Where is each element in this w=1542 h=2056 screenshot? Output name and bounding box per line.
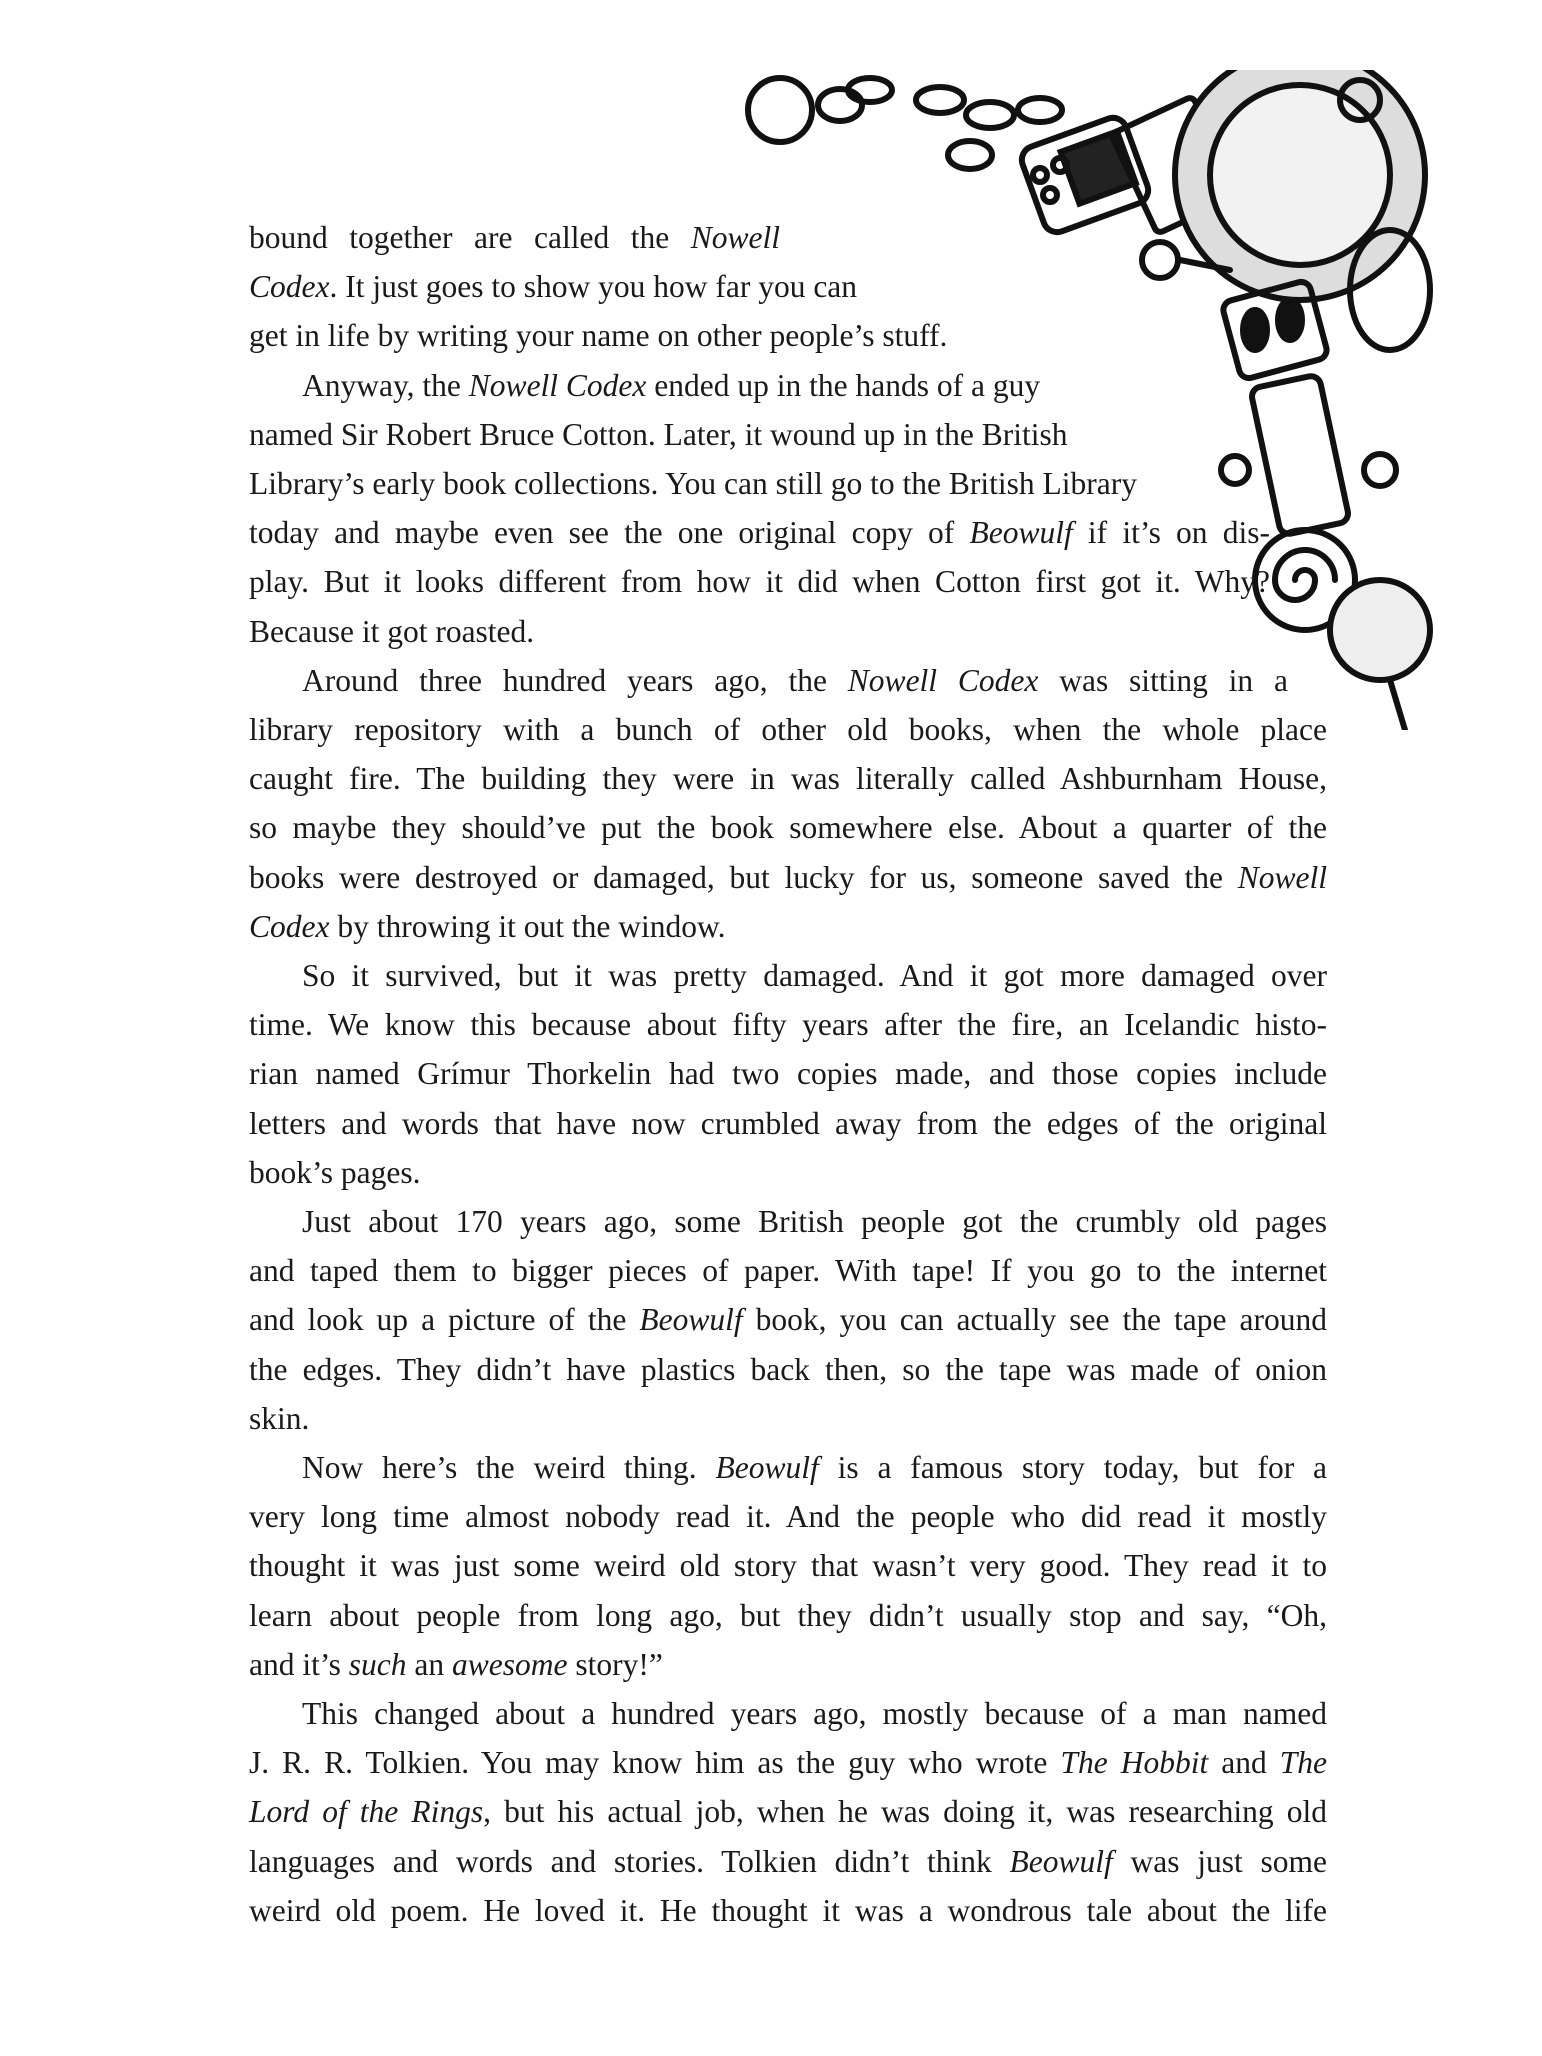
text-segment: . It just goes to show you how far you can [329, 269, 858, 305]
text-line [249, 1295, 1327, 1344]
text-segment: today and maybe even see the one original copy of [249, 515, 970, 551]
text-segment: learn about people from long ago, but they didn’t usually stop and say, “Oh, [249, 1597, 1327, 1633]
text-segment: and look up a picture of the [249, 1302, 640, 1338]
italic-text: awesome [451, 1646, 568, 1682]
text-segment: if it’s on dis- [1072, 515, 1270, 551]
text-line [249, 1049, 1327, 1098]
text-line [302, 1689, 1327, 1738]
text-segment: and [1208, 1745, 1280, 1781]
italic-text: Codex [249, 908, 330, 944]
text-segment: is a famous story today, but for a [818, 1450, 1328, 1485]
text-line [249, 1541, 1327, 1590]
text-segment: an [406, 1646, 452, 1682]
text-line [249, 262, 857, 311]
text-segment: named Sir Robert Bruce Cotton. Later, it wound up in the British [249, 416, 1068, 452]
text-line [249, 1787, 1327, 1836]
text-segment: ended up in the hands of a guy [646, 367, 1041, 403]
text-segment: languages and words and stories. Tolkien didn’t think [249, 1843, 1010, 1879]
italic-text: Lord of the Rings [249, 1794, 484, 1830]
text-line [249, 1394, 309, 1443]
italic-text: Beowulf [969, 515, 1073, 551]
text-line [249, 1246, 1327, 1295]
text-line [249, 1640, 663, 1689]
text-segment: thought it was just some weird old story that wasn’t very good. They read it to [249, 1548, 1327, 1584]
text-segment: Around three hundred years ago, the [302, 662, 848, 698]
text-line [302, 1443, 1327, 1492]
text-line [249, 1837, 1327, 1886]
text-segment: J. R. R. Tolkien. You may know him as the guy who wrote [249, 1745, 1061, 1781]
text-line [249, 508, 1270, 557]
text-segment: bound together are called the [249, 220, 691, 255]
text-line [302, 361, 1040, 410]
text-line [249, 705, 1327, 754]
text-line [249, 410, 1068, 459]
text-segment: Just about 170 years ago, some British people got the crumbly old pages [302, 1204, 1327, 1239]
italic-text: Nowell [1237, 859, 1327, 895]
text-line [249, 311, 947, 360]
text-segment: story!” [567, 1646, 663, 1682]
text-line [249, 1099, 1327, 1148]
text-line [249, 1000, 1327, 1049]
text-segment: skin. [249, 1400, 310, 1436]
text-line [249, 557, 1270, 606]
text-line [249, 902, 726, 951]
text-segment: so maybe they should’ve put the book somewhere else. About a quarter of the [249, 810, 1327, 846]
text-segment: Because it got roasted. [249, 613, 535, 649]
text-line [249, 1492, 1327, 1541]
text-segment: book’s pages. [249, 1154, 421, 1190]
text-segment: Anyway, the [302, 367, 469, 403]
italic-text: Nowell Codex [468, 367, 647, 403]
italic-text: The Hobbit [1060, 1745, 1209, 1781]
text-segment: Now here’s the weird thing. [302, 1450, 716, 1485]
text-line [249, 459, 1137, 508]
text-segment: books were destroyed or damaged, but lucky for us, someone saved the [249, 859, 1238, 895]
text-line [249, 607, 534, 656]
text-line [249, 213, 780, 262]
text-segment: Library’s early book collections. You can still go to the British Library [249, 466, 1137, 501]
italic-text: Codex [249, 269, 330, 305]
text-line [249, 803, 1327, 852]
italic-text: Nowell [690, 220, 780, 255]
text-segment: caught fire. The building they were in was literally called Ashburnham House, [249, 761, 1327, 797]
text-segment: was just some [1112, 1843, 1327, 1879]
text-segment: weird old poem. He loved it. He thought it was a wondrous tale about the life [249, 1892, 1327, 1928]
text-line [302, 951, 1327, 1000]
text-segment: by throwing it out the window. [329, 908, 726, 944]
text-segment: was sitting in a [1038, 662, 1288, 698]
text-line [249, 853, 1327, 902]
text-segment: the edges. They didn’t have plastics back then, so the tape was made of onion [249, 1351, 1327, 1387]
text-segment: This changed about a hundred years ago, mostly because of a man named [302, 1696, 1327, 1731]
text-segment: and taped them to bigger pieces of paper. With tape! If you go to the internet [249, 1253, 1327, 1289]
text-segment: letters and words that have now crumbled away from the edges of the original [249, 1105, 1327, 1141]
text-line [249, 1345, 1327, 1394]
text-line [249, 1738, 1327, 1787]
text-segment: rian named Grímur Thorkelin had two copies made, and those copies include [249, 1056, 1327, 1092]
text-line [249, 1148, 420, 1197]
text-line [302, 656, 1288, 705]
text-segment: library repository with a bunch of other old books, when the whole place [249, 712, 1327, 747]
text-segment: get in life by writing your name on other people’s stuff. [249, 318, 948, 354]
text-segment: and it’s [249, 1646, 349, 1682]
text-line [249, 1886, 1327, 1935]
text-segment: So it survived, but it was pretty damaged. And it got more damaged over [302, 958, 1327, 993]
text-segment: play. But it looks different from how it did when Cotton first got it. Why? [249, 564, 1270, 600]
text-segment: book, you can actually see the tape around [742, 1302, 1327, 1338]
italic-text: Beowulf [1009, 1843, 1113, 1879]
text-segment: time. We know this because about fifty years after the fire, an Icelandic histo- [249, 1007, 1327, 1043]
text-segment: very long time almost nobody read it. And the people who did read it mostly [249, 1499, 1327, 1535]
italic-text: Nowell Codex [847, 662, 1039, 698]
italic-text: Beowulf [715, 1450, 819, 1485]
italic-text: Beowulf [639, 1302, 743, 1338]
text-line [249, 1591, 1327, 1640]
italic-text: The [1279, 1745, 1327, 1781]
text-segment: , but his actual job, when he was doing it, was researching old [483, 1794, 1327, 1830]
text-line [249, 754, 1327, 803]
italic-text: such [348, 1646, 407, 1682]
text-line [302, 1197, 1327, 1246]
